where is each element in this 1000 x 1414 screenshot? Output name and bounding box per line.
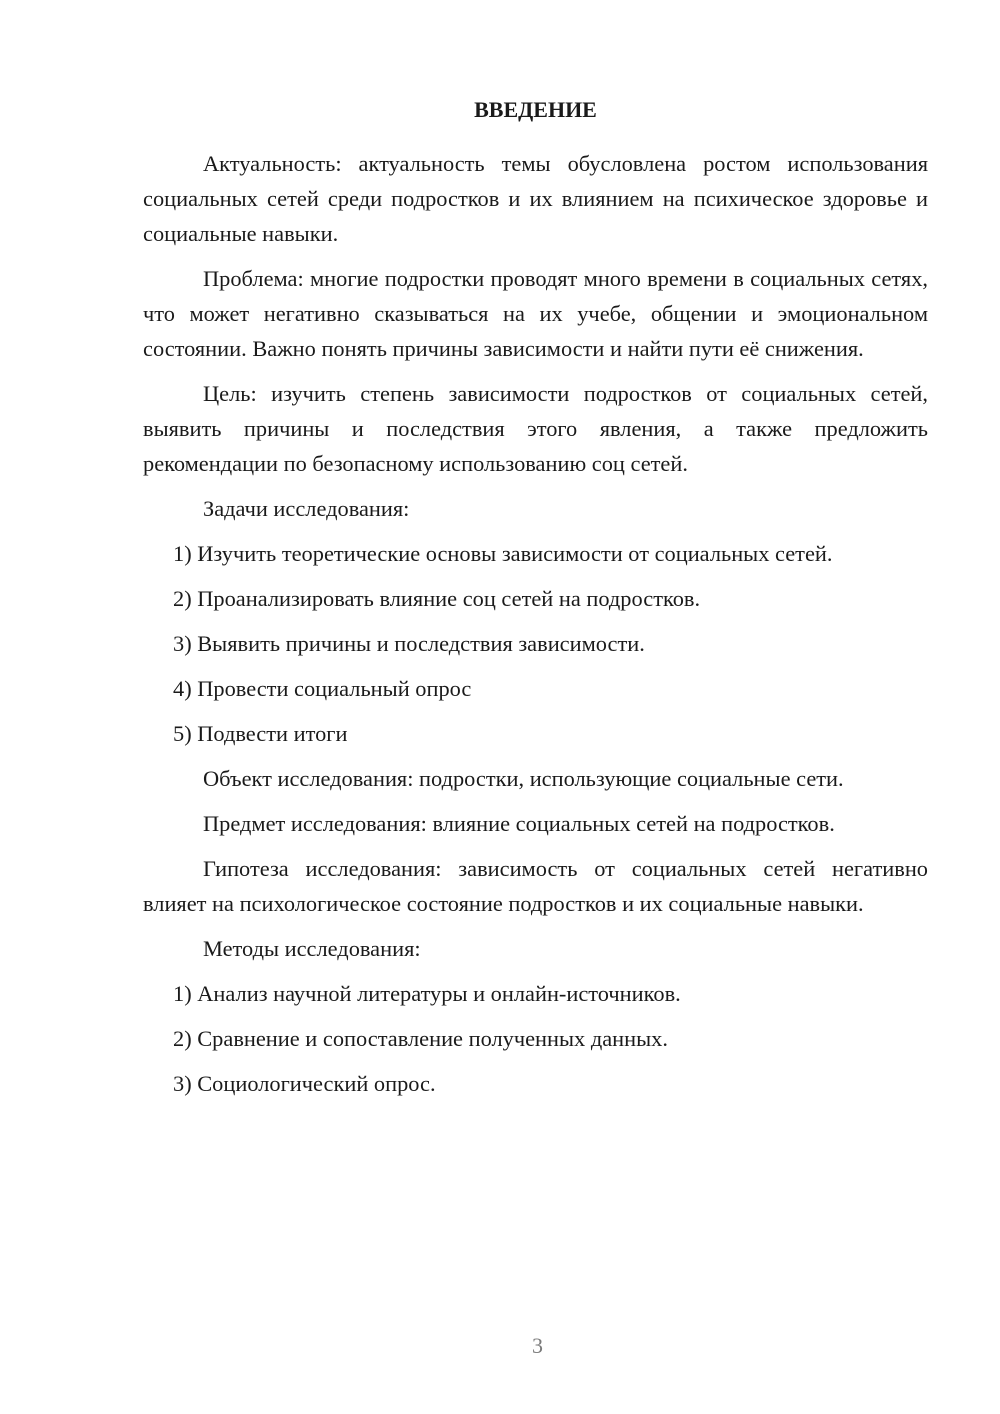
method-item: 2) Сравнение и сопоставление полученных данных. <box>173 1026 668 1051</box>
task-item: 4) Провести социальный опрос <box>173 676 472 701</box>
task-item: 1) Изучить теоретические основы зависимости от социальных сетей. <box>173 541 833 566</box>
document-page <box>143 96 928 1111</box>
methods-label: Методы исследования: <box>203 936 421 961</box>
task-item: 5) Подвести итоги <box>173 721 348 746</box>
section-heading: ВВЕДЕНИЕ <box>474 97 597 122</box>
page-number: 3 <box>532 1333 543 1358</box>
task-item: 2) Проанализировать влияние соц сетей на подростков. <box>173 586 701 611</box>
method-item: 1) Анализ научной литературы и онлайн-источников. <box>173 981 681 1006</box>
object-line: Объект исследования: подростки, использующие социальные сети. <box>203 766 844 791</box>
problem-paragraph: Проблема: многие подростки проводят много времени в социальных сетях, что может негативно сказываться на их учебе, общении и эмоциональном состоянии. Важно понять причины зависимости и найти пути её снижения. <box>143 266 928 361</box>
method-item: 3) Социологический опрос. <box>173 1071 436 1096</box>
task-item: 3) Выявить причины и последствия зависимости. <box>173 631 645 656</box>
tasks-label: Задачи исследования: <box>203 496 410 521</box>
subject-line: Предмет исследования: влияние социальных сетей на подростков. <box>203 811 835 836</box>
relevance-paragraph: Актуальность: актуальность темы обусловлена ростом использования социальных сетей среди подростков и их влиянием на психическое здоровье и социальные навыки. <box>143 151 928 246</box>
goal-paragraph: Цель: изучить степень зависимости подростков от социальных сетей, выявить причины и последствия этого явления, а также предложить рекомендации по безопасному использованию соц сетей. <box>143 381 928 476</box>
hypothesis-paragraph: Гипотеза исследования: зависимость от социальных сетей негативно влияет на психологическое состояние подростков и их социальные навыки. <box>143 856 928 916</box>
